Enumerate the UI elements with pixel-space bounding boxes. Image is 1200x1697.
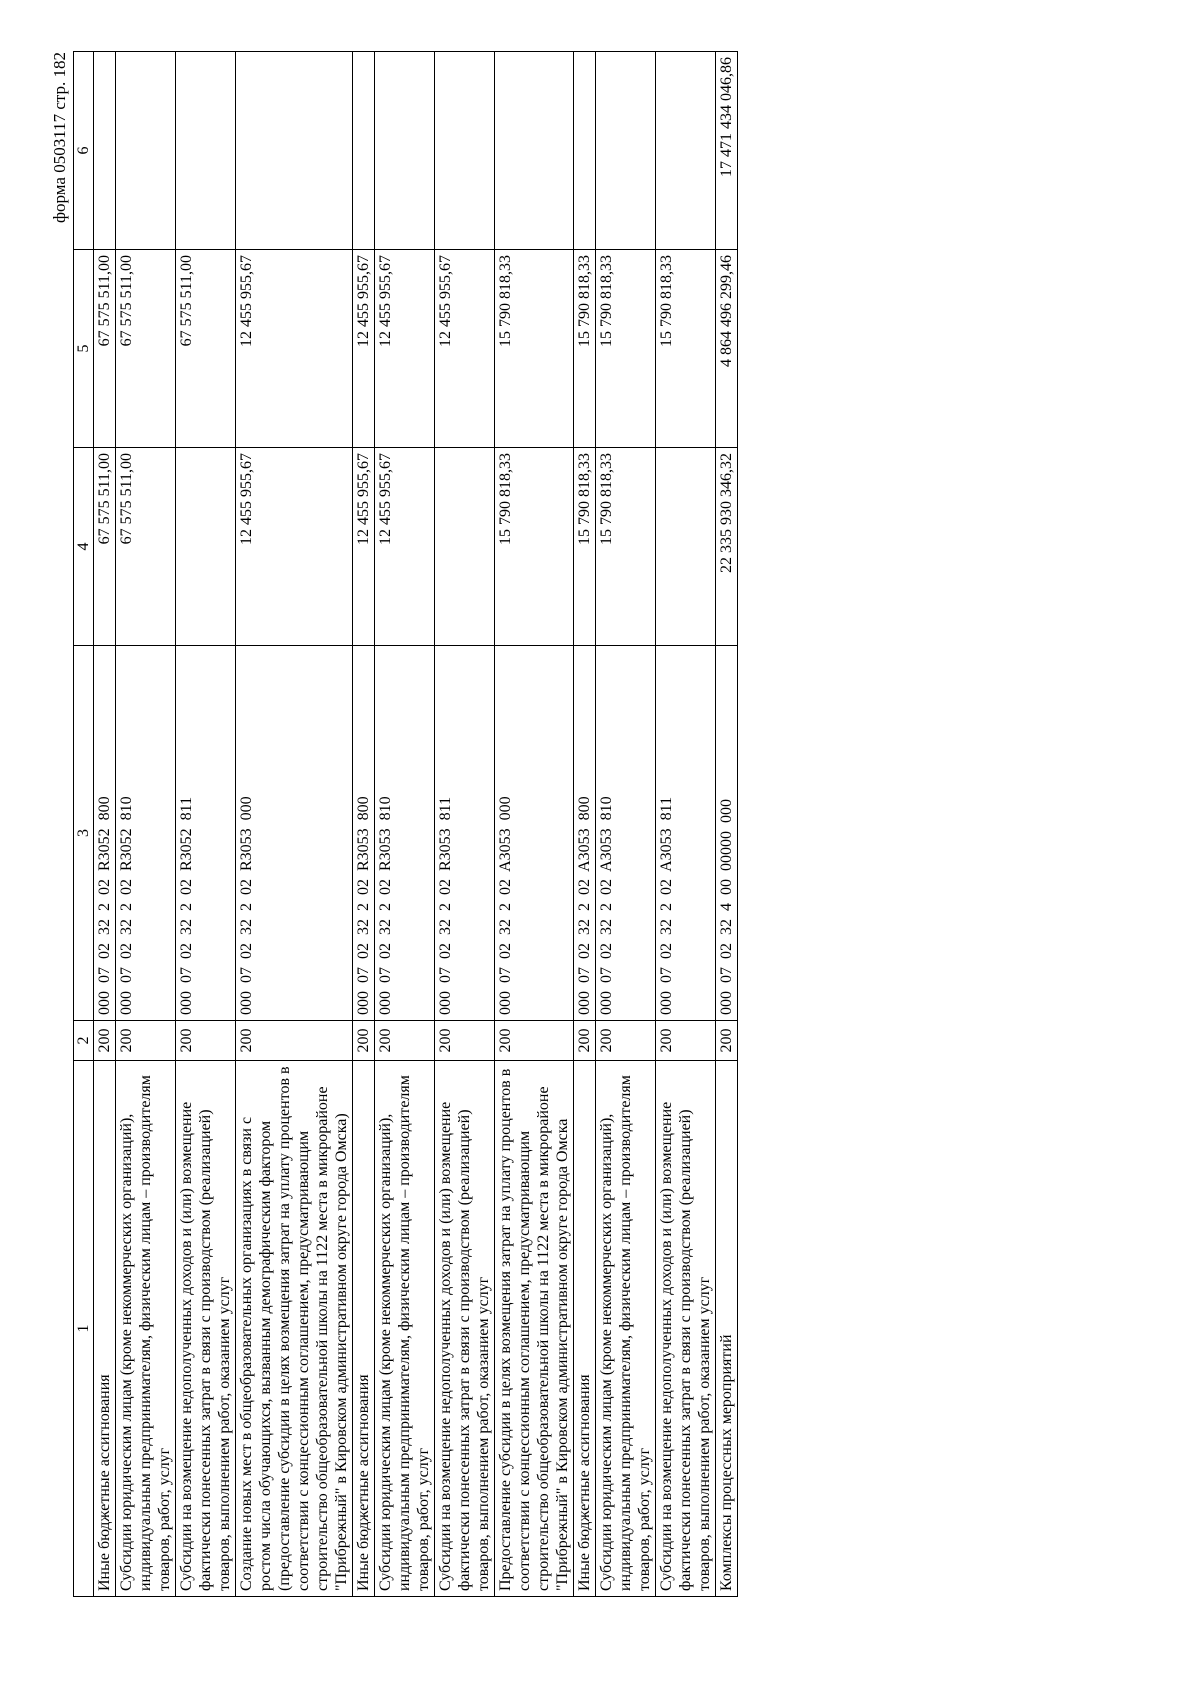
unexecuted-amount: 17 471 434 046,86 — [716, 52, 738, 250]
executed-amount: 15 790 818,33 — [574, 250, 596, 448]
table-row — [236, 52, 353, 1597]
table-row — [435, 52, 495, 1597]
classification-code: 000 07 02 32 2 02 A3053 811 — [656, 646, 716, 1021]
unexecuted-amount — [116, 52, 176, 250]
approved-amount — [435, 448, 495, 646]
unexecuted-amount — [596, 52, 656, 250]
executed-amount: 67 575 511,00 — [116, 250, 176, 448]
line-code: 200 — [176, 1021, 236, 1061]
line-code: 200 — [236, 1021, 353, 1061]
approved-amount: 67 575 511,00 — [116, 448, 176, 646]
row-name: Субсидии юридическим лицам (кроме некоммерческих организаций), индивидуальным предпринимателям, физическим лицам – производителям товаров, работ, услуг — [116, 1061, 176, 1597]
line-code: 200 — [435, 1021, 495, 1061]
approved-amount — [656, 448, 716, 646]
table-row — [495, 52, 574, 1597]
row-name: Субсидии на возмещение недополученных доходов и (или) возмещение фактически понесенных затрат в связи с производством (реализацией) товаров, выполнением работ, оказанием услуг — [176, 1061, 236, 1597]
executed-amount: 4 864 496 299,46 — [716, 250, 738, 448]
approved-amount: 12 455 955,67 — [236, 448, 353, 646]
unexecuted-amount — [94, 52, 116, 250]
classification-code: 000 07 02 32 2 02 R3053 811 — [435, 646, 495, 1021]
line-code: 200 — [596, 1021, 656, 1061]
row-name: Иные бюджетные ассигнования — [353, 1061, 375, 1597]
line-code: 200 — [94, 1021, 116, 1061]
unexecuted-amount — [495, 52, 574, 250]
line-code: 200 — [116, 1021, 176, 1061]
table-row — [353, 52, 375, 1597]
executed-amount: 15 790 818,33 — [495, 250, 574, 448]
executed-amount: 67 575 511,00 — [94, 250, 116, 448]
row-name: Субсидии на возмещение недополученных доходов и (или) возмещение фактически понесенных затрат в связи с производством (реализацией) товаров, выполнением работ, оказанием услуг — [656, 1061, 716, 1597]
line-code: 200 — [353, 1021, 375, 1061]
row-name: Иные бюджетные ассигнования — [94, 1061, 116, 1597]
table-row — [596, 52, 656, 1597]
classification-code: 000 07 02 32 2 02 R3053 810 — [375, 646, 435, 1021]
table-row — [656, 52, 716, 1597]
executed-amount: 67 575 511,00 — [176, 250, 236, 448]
column-header-1: 1 — [74, 1061, 94, 1597]
classification-code: 000 07 02 32 2 02 R3053 800 — [353, 646, 375, 1021]
column-number-row — [74, 52, 94, 1597]
row-name: Предоставление субсидии в целях возмещения затрат на уплату процентов в соответствии с концессионным соглашением, предусматривающим строительство общеобразовательной школы на 1122 места в микрорайоне "Прибрежный" в Кировском административном округе города Омска — [495, 1061, 574, 1597]
executed-amount: 12 455 955,67 — [435, 250, 495, 448]
table-row — [94, 52, 116, 1597]
classification-code: 000 07 02 32 2 02 A3053 810 — [596, 646, 656, 1021]
approved-amount: 22 335 930 346,32 — [716, 448, 738, 646]
column-header-6: 6 — [74, 52, 94, 250]
line-code: 200 — [375, 1021, 435, 1061]
approved-amount — [176, 448, 236, 646]
form-label: форма 0503117 стр. 182 — [50, 52, 69, 223]
classification-code: 000 07 02 32 2 02 A3053 000 — [495, 646, 574, 1021]
table-row — [716, 52, 738, 1597]
row-name: Комплексы процессных мероприятий — [716, 1061, 738, 1597]
line-code: 200 — [716, 1021, 738, 1061]
executed-amount: 15 790 818,33 — [656, 250, 716, 448]
executed-amount: 12 455 955,67 — [353, 250, 375, 448]
executed-amount: 12 455 955,67 — [375, 250, 435, 448]
executed-amount: 15 790 818,33 — [596, 250, 656, 448]
unexecuted-amount — [656, 52, 716, 250]
unexecuted-amount — [176, 52, 236, 250]
classification-code: 000 07 02 32 4 00 00000 000 — [716, 646, 738, 1021]
line-code: 200 — [495, 1021, 574, 1061]
approved-amount: 12 455 955,67 — [353, 448, 375, 646]
unexecuted-amount — [353, 52, 375, 250]
column-header-2: 2 — [74, 1021, 94, 1061]
classification-code: 000 07 02 32 2 02 R3052 810 — [116, 646, 176, 1021]
unexecuted-amount — [236, 52, 353, 250]
table-row — [375, 52, 435, 1597]
approved-amount: 67 575 511,00 — [94, 448, 116, 646]
budget-table — [73, 51, 738, 1597]
line-code: 200 — [574, 1021, 596, 1061]
unexecuted-amount — [375, 52, 435, 250]
row-name: Иные бюджетные ассигнования — [574, 1061, 596, 1597]
approved-amount: 15 790 818,33 — [495, 448, 574, 646]
table-row — [176, 52, 236, 1597]
row-name: Субсидии юридическим лицам (кроме некоммерческих организаций), индивидуальным предпринимателям, физическим лицам – производителям товаров, работ, услуг — [375, 1061, 435, 1597]
classification-code: 000 07 02 32 2 02 A3053 800 — [574, 646, 596, 1021]
classification-code: 000 07 02 32 2 02 R3052 800 — [94, 646, 116, 1021]
classification-code: 000 07 02 32 2 02 R3053 000 — [236, 646, 353, 1021]
classification-code: 000 07 02 32 2 02 R3052 811 — [176, 646, 236, 1021]
approved-amount: 12 455 955,67 — [375, 448, 435, 646]
table-row — [116, 52, 176, 1597]
column-header-4: 4 — [74, 448, 94, 646]
row-name: Субсидии на возмещение недополученных доходов и (или) возмещение фактически понесенных затрат в связи с производством (реализацией) товаров, выполнением работ, оказанием услуг — [435, 1061, 495, 1597]
row-name: Создание новых мест в общеобразовательных организациях в связи с ростом числа обучающихся, вызванным демографическим фактором (предоставление субсидии в целях возмещения затрат на уплату процентов в соответствии с концессионным соглашением, предусматривающим строительство общеобразовательной школы на 1122 места в микрорайоне "Прибрежный" в Кировском административном округе города Омска) — [236, 1061, 353, 1597]
table-row — [574, 52, 596, 1597]
unexecuted-amount — [574, 52, 596, 250]
column-header-3: 3 — [74, 646, 94, 1021]
row-name: Субсидии юридическим лицам (кроме некоммерческих организаций), индивидуальным предпринимателям, физическим лицам – производителям товаров, работ, услуг — [596, 1061, 656, 1597]
executed-amount: 12 455 955,67 — [236, 250, 353, 448]
unexecuted-amount — [435, 52, 495, 250]
column-header-5: 5 — [74, 250, 94, 448]
approved-amount: 15 790 818,33 — [596, 448, 656, 646]
line-code: 200 — [656, 1021, 716, 1061]
approved-amount: 15 790 818,33 — [574, 448, 596, 646]
